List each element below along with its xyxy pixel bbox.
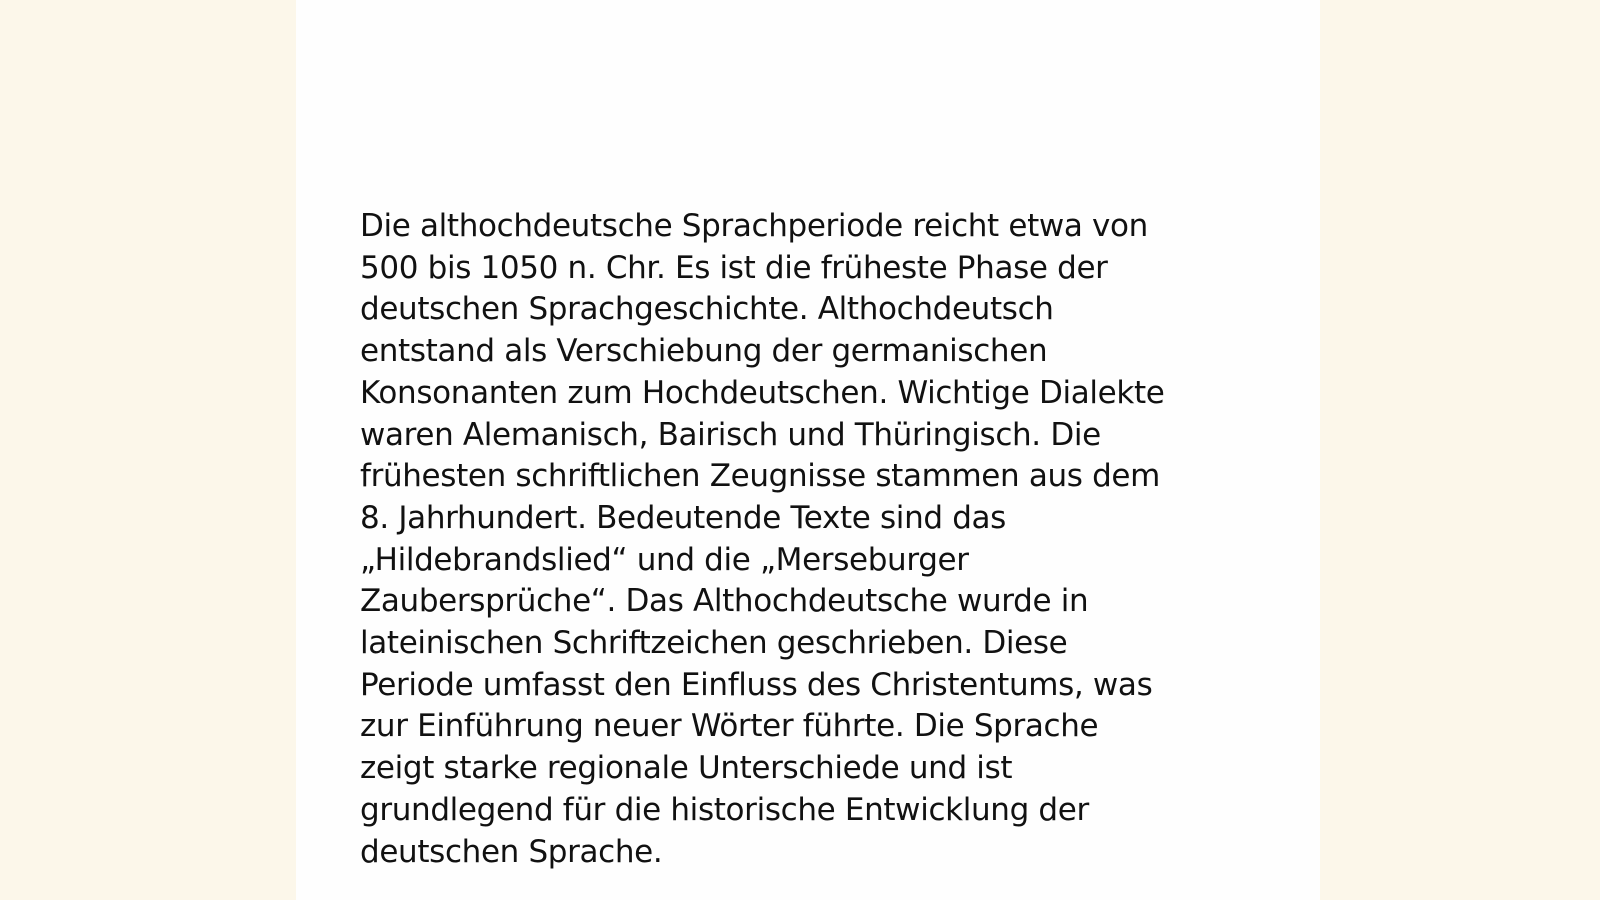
document-page bbox=[296, 0, 1320, 900]
document-paragraph: Die althochdeutsche Sprachperiode reicht etwa von 500 bis 1050 n. Chr. Es ist die früheste Phase der deutschen Sprachgeschichte. Althochdeutsch entstand als Verschiebung der germanischen Konsonanten zum Hochdeutschen. Wichtige Dialekte waren Alemanisch, Bairisch und Thüringisch. Die frühesten schriftlichen Zeugnisse stammen aus dem 8. Jahrhundert. Bedeutende Texte sind das „Hildebrandslied“ und die „Merseburger Zaubersprüche“. Das Althochdeutsche wurde in lateinischen Schriftzeichen geschrieben. Diese Periode umfasst den Einfluss des Christentums, was zur Einführung neuer Wörter führte. Die Sprache zeigt starke regionale Unterschiede und ist grundlegend für die historische Entwicklung der deutschen Sprache. bbox=[360, 208, 1165, 870]
